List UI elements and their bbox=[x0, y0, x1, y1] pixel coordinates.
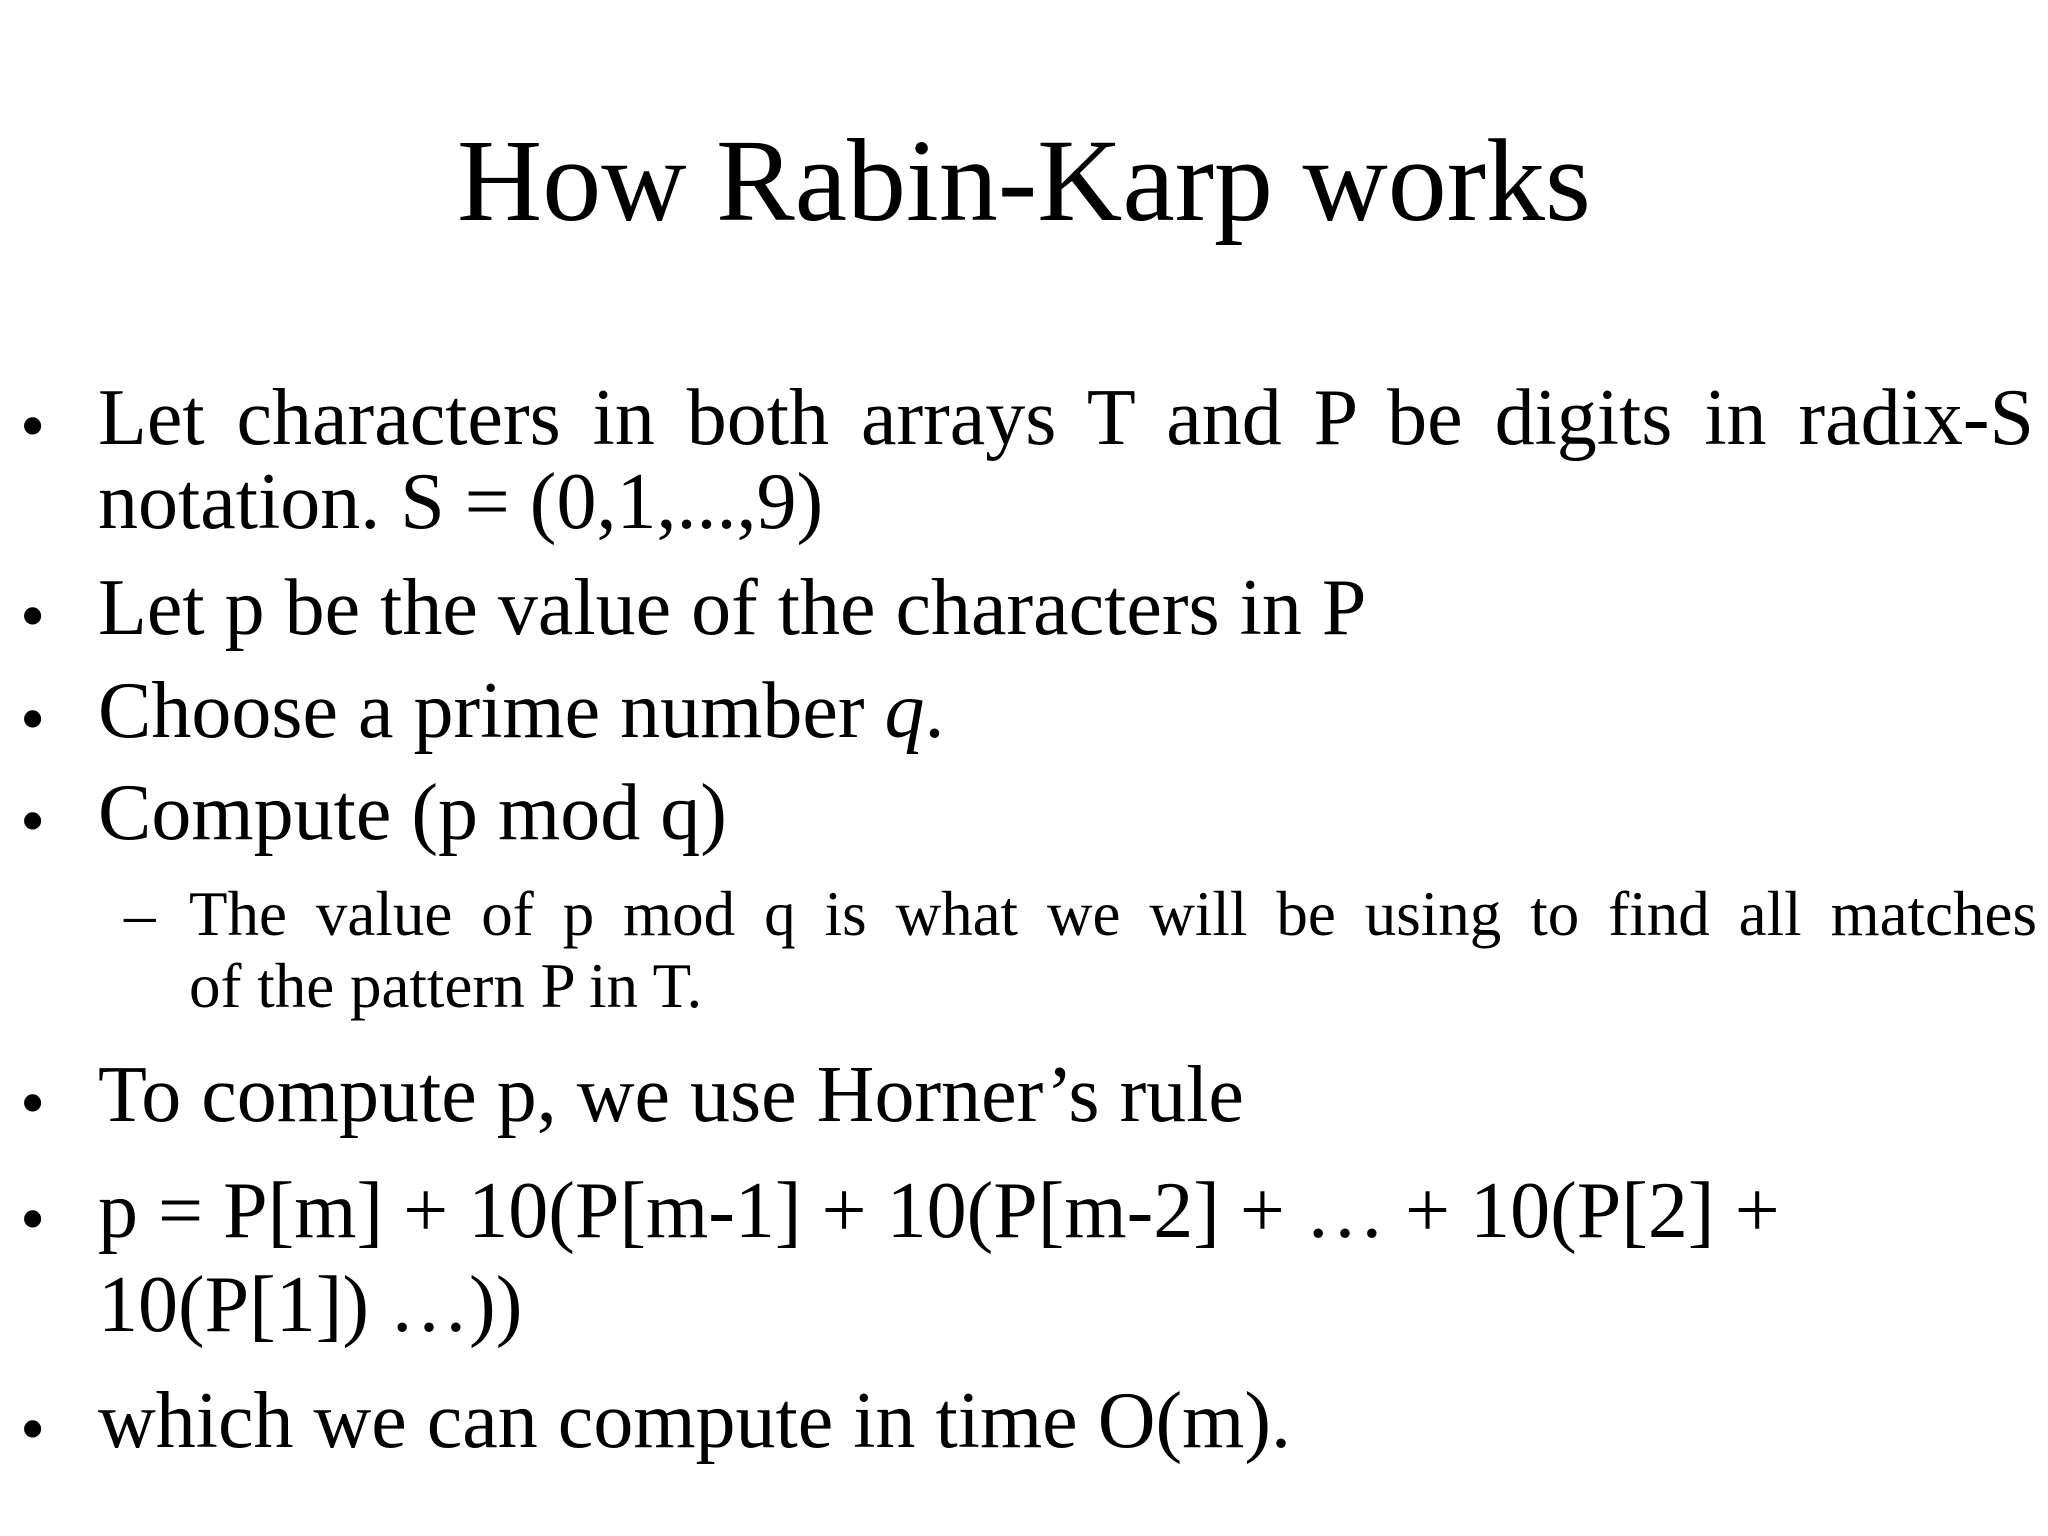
bullet-dot-icon: • bbox=[20, 679, 46, 759]
bullet-6-line-2: 10(P[1]) …)) bbox=[98, 1261, 523, 1349]
bullet-dot-icon: • bbox=[20, 386, 46, 466]
bullet-dot-icon: • bbox=[20, 781, 46, 861]
bullet-2-line-1: Let p be the value of the characters in P bbox=[98, 564, 1367, 652]
dash-icon: – bbox=[124, 879, 156, 949]
subbullet-line-2: of the pattern P in T. bbox=[189, 951, 703, 1021]
bullet-dot-icon: • bbox=[20, 576, 46, 656]
bullet-dot-icon: • bbox=[20, 1063, 46, 1143]
bullet-dot-icon: • bbox=[20, 1179, 46, 1259]
bullet-6-line-1: p = P[m] + 10(P[m-1] + 10(P[m-2] + … + 10(P[2] + bbox=[98, 1167, 1780, 1255]
bullet-3-period: . bbox=[924, 667, 945, 755]
slide-title: How Rabin-Karp works bbox=[457, 115, 1591, 246]
bullet-1-line-1: Let characters in both arrays T and P be digits in radix-S bbox=[98, 374, 2034, 462]
bullet-1-line-2: notation. S = (0,1,...,9) bbox=[98, 458, 824, 546]
bullet-5-line-1: To compute p, we use Horner’s rule bbox=[98, 1051, 1244, 1139]
bullet-3-line-1 bbox=[98, 667, 945, 755]
bullet-3-text: Choose a prime number bbox=[98, 667, 885, 755]
bullet-dot-icon: • bbox=[20, 1389, 46, 1469]
subbullet-line-1: The value of p mod q is what we will be using to find all matches bbox=[189, 879, 2037, 949]
bullet-7-line-1: which we can compute in time O(m). bbox=[98, 1377, 1291, 1465]
bullet-3-italic-q: q bbox=[884, 667, 925, 755]
bullet-4-line-1: Compute (p mod q) bbox=[98, 769, 727, 857]
